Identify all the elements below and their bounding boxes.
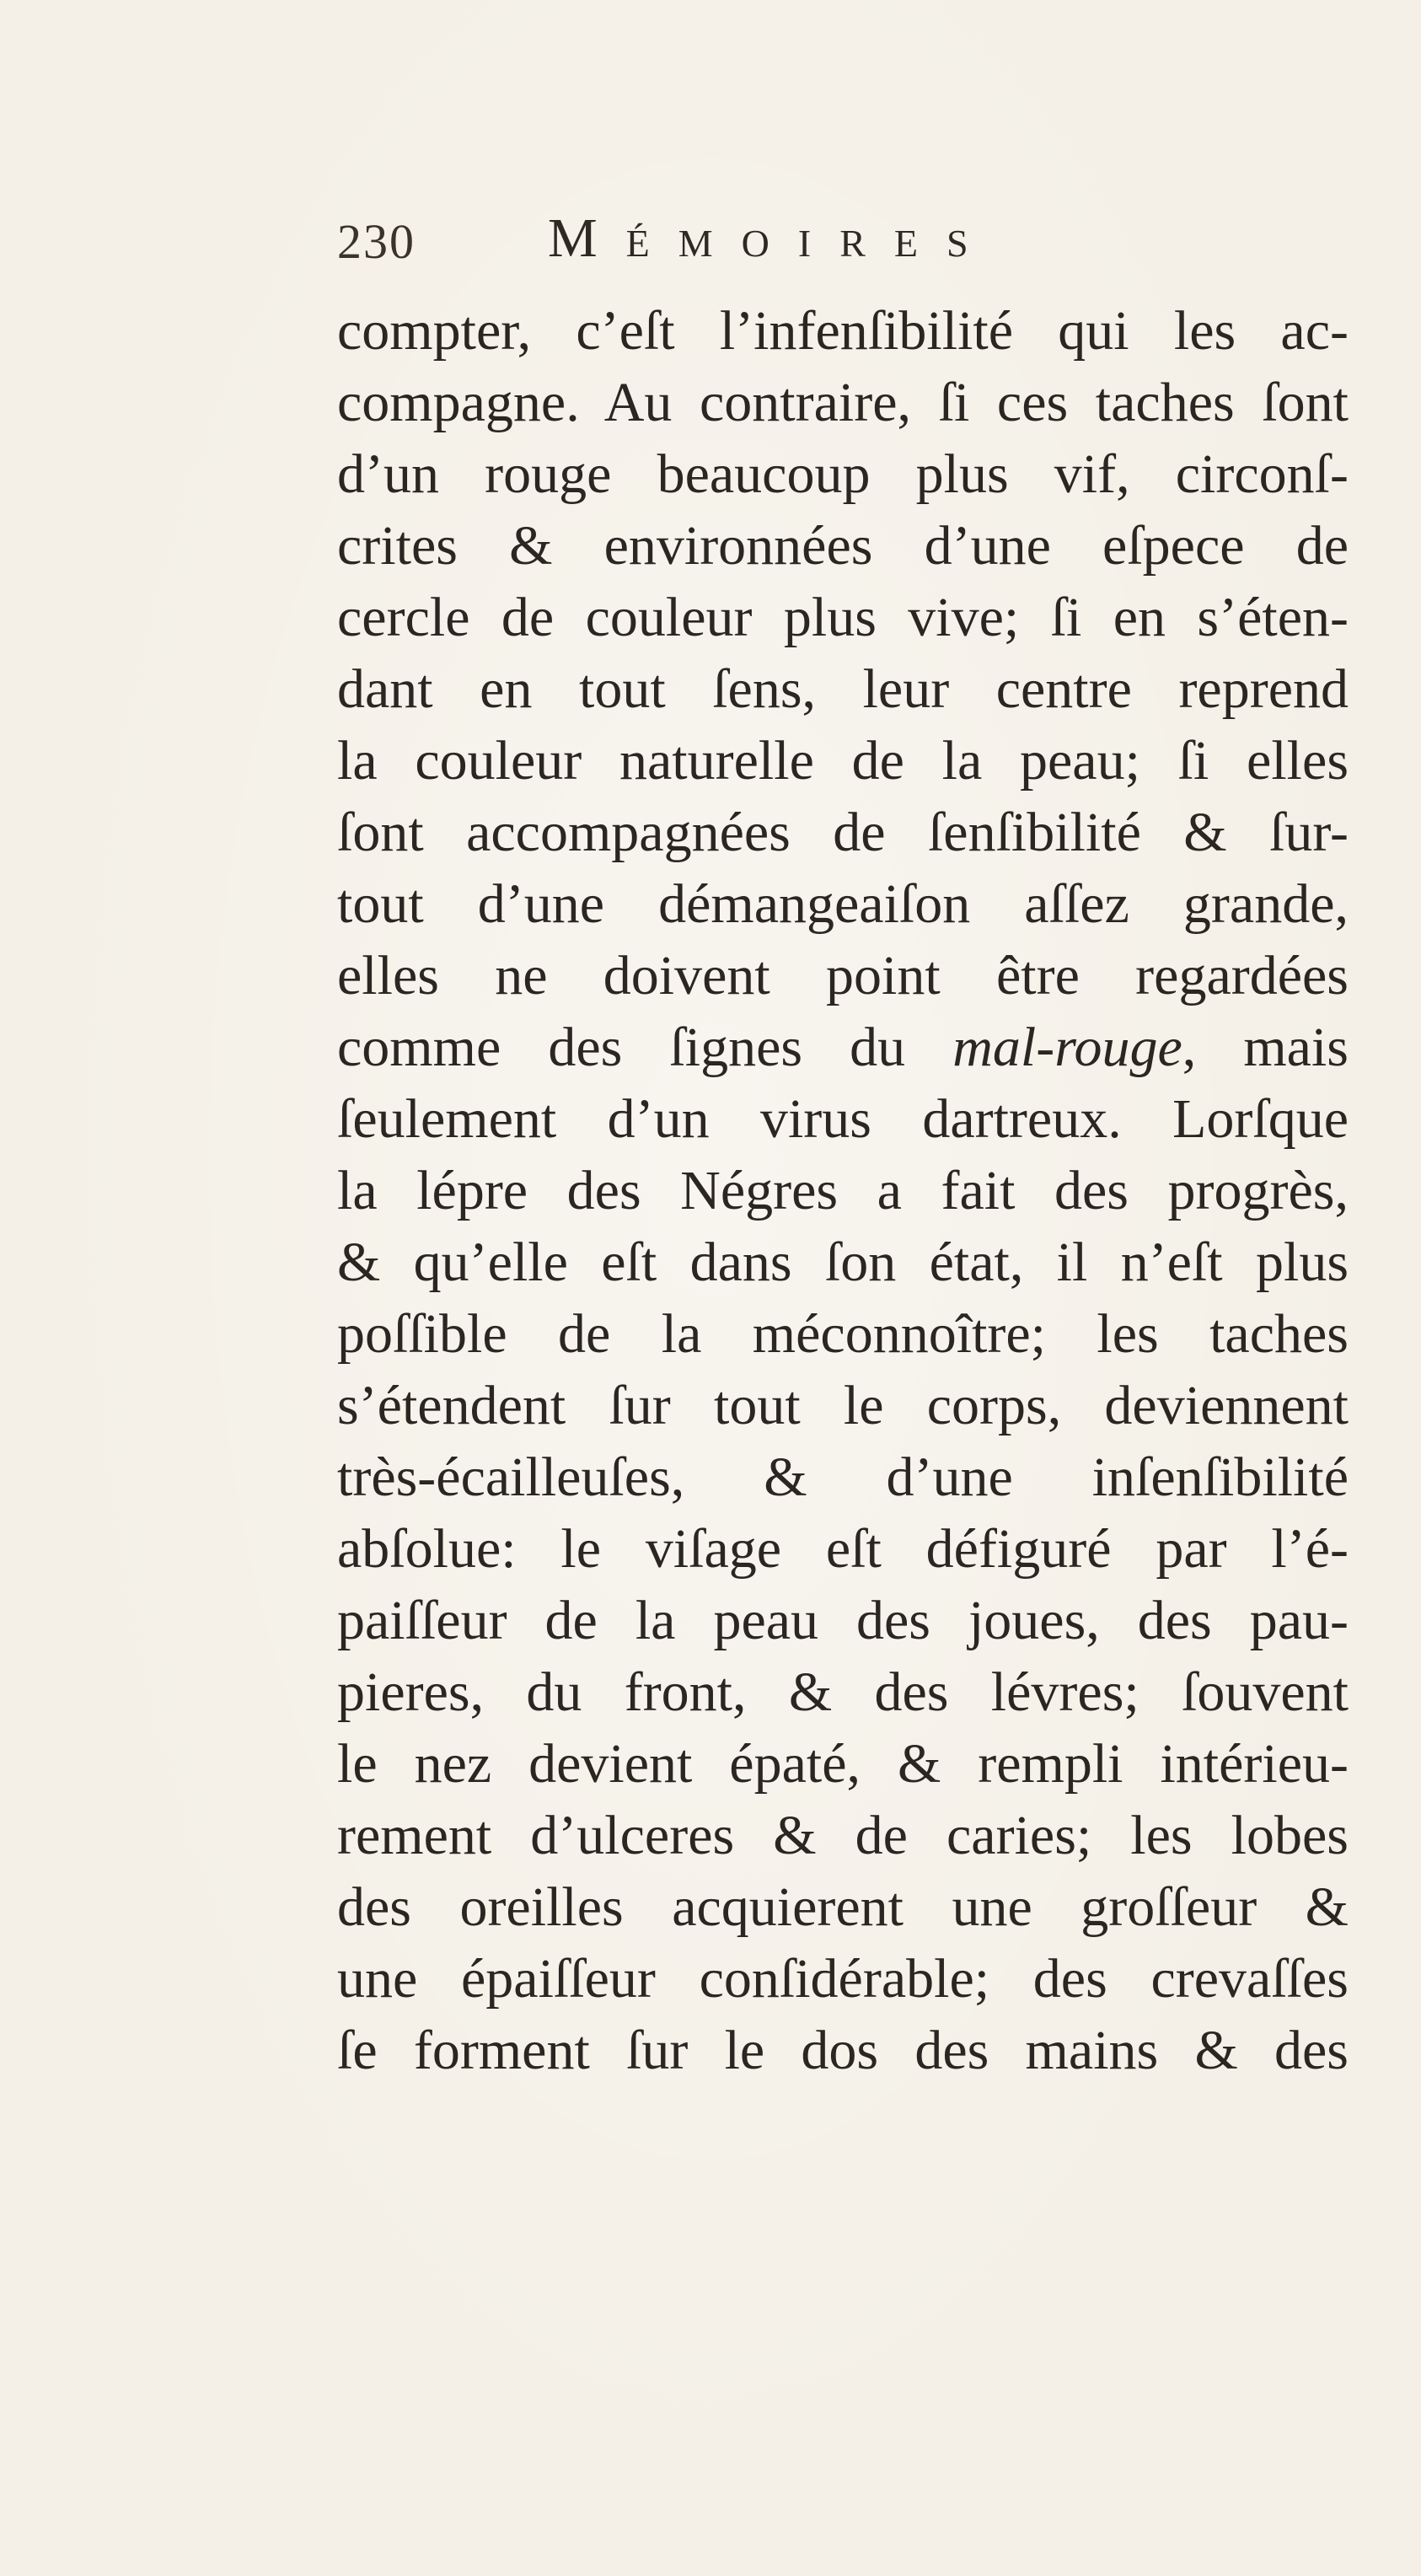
page-header: [337, 207, 1180, 282]
text-line: rement d’ulceres & de caries; les lobes: [337, 1805, 1349, 1866]
text-line: la couleur naturelle de la peau; ſi elles: [337, 730, 1349, 792]
page-number: 230: [337, 214, 416, 269]
text-line: ſont accompagnées de ſenſibilité & ſur-: [337, 802, 1349, 863]
text-line: abſolue: le viſage eſt défiguré par l’é-: [337, 1518, 1349, 1580]
text-line: très-écailleuſes, & d’une inſenſibilité: [337, 1446, 1349, 1508]
text-line: ſeulement d’un virus dartreux. Lorſque: [337, 1088, 1349, 1150]
text-line: tout d’une démangeaiſon aſſez grande,: [337, 873, 1349, 935]
text-line: s’étendent ſur tout le corps, deviennent: [337, 1375, 1349, 1436]
text-line: elles ne doivent point être regardées: [337, 945, 1349, 1006]
text-line: ſe forment ſur le dos des mains & des: [337, 2020, 1349, 2081]
text-line: la lépre des Négres a fait des progrès,: [337, 1160, 1349, 1221]
text-line: paiſſeur de la peau des joues, des pau-: [337, 1590, 1349, 1651]
text-line: poſſible de la méconnoître; les taches: [337, 1303, 1349, 1365]
text-line: le nez devient épaté, & rempli intérieu-: [337, 1733, 1349, 1795]
text-line: une épaiſſeur conſidérable; des crevaſſes: [337, 1948, 1349, 2010]
text-line: compagne. Au contraire, ſi ces taches ſont: [337, 372, 1349, 433]
text-line: cercle de couleur plus vive; ſi en s’éten-: [337, 587, 1349, 648]
text-line: des oreilles acquierent une groſſeur &: [337, 1876, 1349, 1938]
text-line: & qu’elle eſt dans ſon état, il n’eſt plus: [337, 1232, 1349, 1293]
text-line: pieres, du front, & des lévres; ſouvent: [337, 1661, 1349, 1723]
text-line: dant en tout ſens, leur centre reprend: [337, 658, 1349, 720]
text-line: d’un rouge beaucoup plus vif, circonſ-: [337, 443, 1349, 505]
running-title: Mémoires: [548, 207, 997, 269]
body-text: [337, 295, 1349, 2086]
text-line: crites & environnées d’une eſpece de: [337, 515, 1349, 577]
text-line-with-italic: [337, 1012, 1349, 1083]
text-fragment: , mais: [1182, 1017, 1349, 1078]
italic-term: mal-rouge: [952, 1017, 1182, 1078]
text-fragment: comme des ſignes du: [337, 1017, 953, 1078]
text-line: compter, c’eſt l’infenſibilité qui les ac-: [337, 300, 1349, 362]
